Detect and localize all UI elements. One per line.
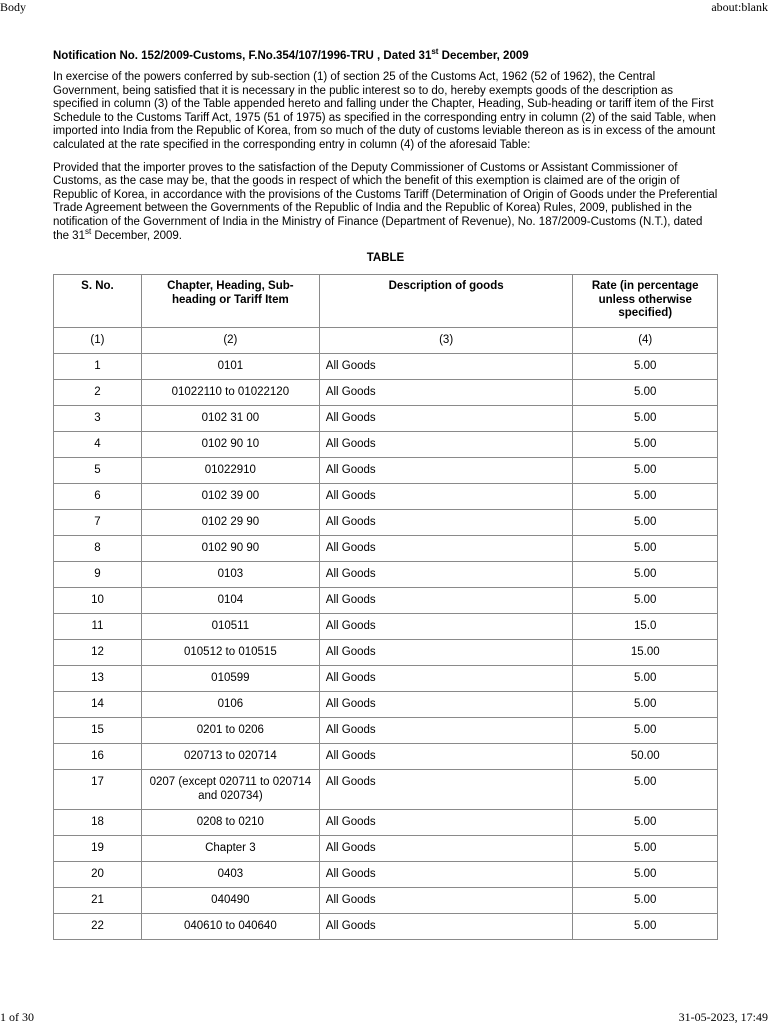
cell-rate: 5.00 [573,666,718,692]
header-description: Description of goods [319,275,573,328]
cell-tariff-item: 0102 31 00 [141,406,319,432]
cell-description: All Goods [319,718,573,744]
cell-tariff-item: 0201 to 0206 [141,718,319,744]
cell-rate: 5.00 [573,588,718,614]
table-row [54,614,718,640]
cell-rate: 5.00 [573,862,718,888]
table-row [54,536,718,562]
cell-rate: 5.00 [573,810,718,836]
cell-description: All Goods [319,810,573,836]
cell-description: All Goods [319,666,573,692]
cell-sno: 5 [54,458,142,484]
cell-description: All Goods [319,770,573,810]
table-header-row [54,275,718,328]
cell-rate: 5.00 [573,354,718,380]
cell-tariff-item: 040610 to 040640 [141,914,319,940]
cell-tariff-item: 01022110 to 01022120 [141,380,319,406]
cell-sno: 15 [54,718,142,744]
cell-sno: 21 [54,888,142,914]
cell-sno: 7 [54,510,142,536]
cell-rate: 5.00 [573,380,718,406]
document-body [53,47,718,940]
notification-title [53,47,718,62]
table-row [54,406,718,432]
cell-description: All Goods [319,588,573,614]
cell-sno: 13 [54,666,142,692]
table-row [54,640,718,666]
cell-rate: 5.00 [573,770,718,810]
cell-tariff-item: 0102 90 10 [141,432,319,458]
cell-description: All Goods [319,458,573,484]
cell-rate: 5.00 [573,888,718,914]
cell-rate: 5.00 [573,692,718,718]
cell-rate: 5.00 [573,458,718,484]
print-timestamp: 31-05-2023, 17:49 [678,1010,768,1024]
cell-description: All Goods [319,510,573,536]
cell-description: All Goods [319,914,573,940]
cell-description: All Goods [319,354,573,380]
cell-sno: 18 [54,810,142,836]
cell-sno: 4 [54,432,142,458]
cell-description: All Goods [319,536,573,562]
cell-tariff-item: 0207 (except 020711 to 020714 and 020734) [141,770,319,810]
cell-sno: 11 [54,614,142,640]
cell-rate: 15.00 [573,640,718,666]
cell-tariff-item: 010512 to 010515 [141,640,319,666]
cell-rate: 5.00 [573,510,718,536]
table-row [54,744,718,770]
cell-description: All Goods [319,862,573,888]
cell-description: All Goods [319,744,573,770]
proviso-paragraph [53,162,718,244]
cell-rate: 5.00 [573,914,718,940]
table-row [54,432,718,458]
cell-description: All Goods [319,888,573,914]
notification-title-date: December, 2009 [438,50,529,62]
cell-rate: 5.00 [573,484,718,510]
cell-description: All Goods [319,640,573,666]
table-row [54,510,718,536]
cell-tariff-item: 0102 90 90 [141,536,319,562]
cell-rate: 5.00 [573,406,718,432]
table-row [54,770,718,810]
header-sno: S. No. [54,275,142,328]
tariff-table [53,274,718,940]
table-row [54,836,718,862]
column-number-2: (2) [141,328,319,354]
cell-description: All Goods [319,614,573,640]
table-row [54,666,718,692]
proviso-date: December, 2009. [91,229,182,242]
cell-tariff-item: 0208 to 0210 [141,810,319,836]
cell-description: All Goods [319,432,573,458]
cell-tariff-item: 0403 [141,862,319,888]
table-row [54,810,718,836]
column-number-4: (4) [573,328,718,354]
cell-sno: 22 [54,914,142,940]
table-row [54,914,718,940]
notification-title-main: Notification No. 152/2009-Customs, F.No.354/107/1996-TRU , Dated 31 [53,50,432,62]
cell-tariff-item: 020713 to 020714 [141,744,319,770]
proviso-sup: st [84,226,92,236]
table-row [54,888,718,914]
cell-description: All Goods [319,380,573,406]
column-number-3: (3) [319,328,573,354]
cell-rate: 5.00 [573,536,718,562]
cell-sno: 1 [54,354,142,380]
cell-sno: 3 [54,406,142,432]
cell-description: All Goods [319,484,573,510]
cell-rate: 5.00 [573,836,718,862]
cell-sno: 14 [54,692,142,718]
cell-tariff-item: Chapter 3 [141,836,319,862]
cell-sno: 10 [54,588,142,614]
cell-rate: 5.00 [573,562,718,588]
page-counter: 1 of 30 [0,1010,34,1024]
cell-tariff-item: 010511 [141,614,319,640]
cell-sno: 8 [54,536,142,562]
cell-tariff-item: 0103 [141,562,319,588]
cell-tariff-item: 040490 [141,888,319,914]
table-row [54,354,718,380]
cell-rate: 5.00 [573,718,718,744]
cell-tariff-item: 0102 39 00 [141,484,319,510]
cell-description: All Goods [319,406,573,432]
print-header-url: about:blank [711,0,768,14]
column-number-1: (1) [54,328,142,354]
cell-sno: 2 [54,380,142,406]
cell-description: All Goods [319,692,573,718]
cell-description: All Goods [319,562,573,588]
cell-tariff-item: 0104 [141,588,319,614]
cell-sno: 16 [54,744,142,770]
column-number-row [54,328,718,354]
print-header-title: Body [0,0,27,14]
cell-sno: 12 [54,640,142,666]
cell-rate: 5.00 [573,432,718,458]
table-row [54,380,718,406]
table-caption: TABLE [366,252,405,265]
header-rate: Rate (in percentage unless otherwise specified) [573,275,718,328]
proviso-text: Provided that the importer proves to the satisfaction of the Deputy Commissioner of Customs or Assistant Commissioner of Customs, as the case may be, that the goods in respect of which the benefit of this exemption is claimed are of the origin of Republic of Korea, in accordance with the provisions of the Customs Tariff (Determination of Origin of Goods under the Preferential Trade Agreement between the Governments of the Republic of India and the Republic of Korea) Rules, 2009, published in the notification of the Government of India in the Ministry of Finance (Department of Revenue), No. 187/2009-Customs (N.T.), dated the 31 [53,161,718,242]
table-row [54,588,718,614]
cell-sno: 17 [54,770,142,810]
table-row [54,718,718,744]
cell-description: All Goods [319,836,573,862]
table-row [54,562,718,588]
cell-sno: 6 [54,484,142,510]
cell-sno: 20 [54,862,142,888]
print-header [0,0,768,16]
cell-tariff-item: 010599 [141,666,319,692]
preamble-paragraph: In exercise of the powers conferred by sub-section (1) of section 25 of the Customs Act, 1962 (52 of 1962), the Central Government, being satisfied that it is necessary in the public interest so to do, hereby exempts goods of the description as specified in column (3) of the Table appended hereto and falling under the Chapter, Heading, Sub-heading or tariff item of the First Schedule to the Customs Tariff Act, 1975 (51 of 1975) as specified in the corresponding entry in column (2) of the said Table, when imported into India from the Republic of Korea, from so much of the duty of customs leviable thereon as is in excess of the amount calculated at the rate specified in the corresponding entry in column (4) of the aforesaid Table: [53,71,716,151]
notification-title-sup: st [431,47,439,57]
cell-sno: 19 [54,836,142,862]
cell-rate: 50.00 [573,744,718,770]
cell-sno: 9 [54,562,142,588]
table-row [54,484,718,510]
table-row [54,692,718,718]
cell-tariff-item: 01022910 [141,458,319,484]
cell-tariff-item: 0106 [141,692,319,718]
cell-tariff-item: 0102 29 90 [141,510,319,536]
table-row [54,862,718,888]
header-tariff-item: Chapter, Heading, Sub-heading or Tariff Item [141,275,319,328]
cell-tariff-item: 0101 [141,354,319,380]
cell-rate: 15.0 [573,614,718,640]
table-row [54,458,718,484]
